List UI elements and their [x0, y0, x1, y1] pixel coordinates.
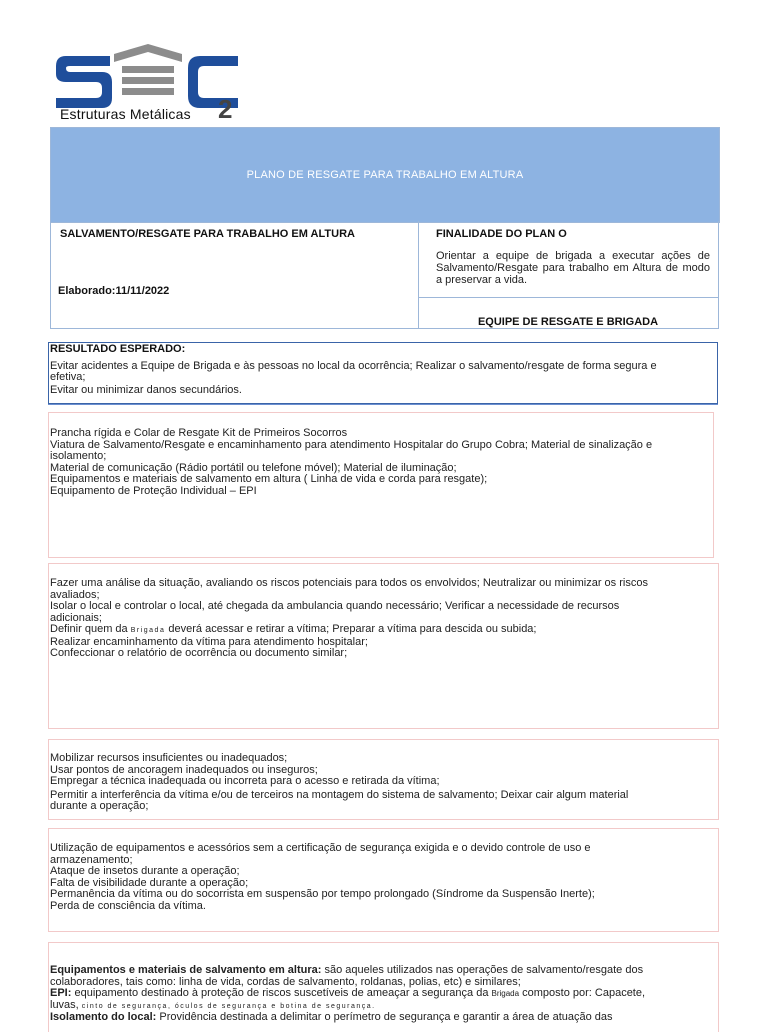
logo-text: Estruturas Metálicas [60, 106, 191, 122]
procedures-list [50, 578, 648, 660]
list-item: Falta de visibilidade durante a operação; [50, 876, 249, 889]
definition-item [50, 965, 645, 977]
resultado-line: efetiva; [50, 371, 86, 383]
list-item: Permitir a interferência da vítima e/ou de terceiros na montagem do sistema de salvamento; Deixar cair algum material [50, 788, 629, 801]
list-item: Prancha rígida e Colar de Resgate Kit de Primeiros Socorros [50, 427, 348, 439]
logo-suffix: 2 [218, 94, 233, 124]
definition-text: Brigada [491, 989, 520, 998]
definition-item [50, 988, 645, 1000]
errors-list [50, 753, 628, 813]
definition-term: Isolamento do local: [50, 1011, 157, 1023]
definition-text: luvas, [50, 998, 82, 1011]
definition-text: equipamento destinado à proteção de riscos suscetíveis de ameaçar a segurança da [71, 987, 492, 999]
equipe-heading: EQUIPE DE RESGATE E BRIGADA [477, 316, 659, 328]
list-item: avaliados; [50, 588, 100, 601]
materials-box [48, 412, 714, 558]
list-item: armazenamento; [50, 853, 133, 866]
list-item: Fazer uma análise da situação, avaliando os riscos potenciais para todos os envolvidos; Neutralizar ou minimizar os riscos [50, 577, 648, 589]
resultado-box [48, 342, 718, 404]
list-item: Material de comunicação (Rádio portátil ou telefone móvel); Material de iluminação; [50, 461, 457, 474]
definition-item [50, 1012, 645, 1024]
list-item: Viatura de Salvamento/Resgate e encaminhamento para atendimento Hospitalar do Grupo Cobra; Material de sinalização e [50, 438, 653, 451]
finalidade-heading: FINALIDADE DO PLAN O [436, 228, 567, 240]
definitions-list [50, 965, 645, 1024]
text-segment: deverá acessar e retirar a vítima; Preparar a vítima para descida ou subida; [165, 623, 537, 635]
text-segment: Definir quem da [50, 623, 131, 635]
definition-text: são aqueles utilizados nas operações de salvamento/resgate dos [321, 964, 644, 976]
list-item: isolamento; [50, 450, 107, 462]
equipe-cell [418, 298, 719, 329]
resultado-line: Evitar acidentes a Equipe de Brigada e às pessoas no local da ocorrência; Realizar o salvamento/resgate de forma segura e [50, 360, 657, 372]
company-logo [52, 42, 242, 126]
definition-item: colaboradores, tais como: linha de vida, cordas de salvamento, roldanas, polias, etc) e similares; [50, 975, 521, 988]
procedures-box [48, 563, 719, 729]
errors-box [48, 739, 719, 820]
list-item: Permanência da vítima ou do socorrista em suspensão por tempo prolongado (Síndrome da Suspensão Inerte); [50, 888, 595, 900]
definition-text: cinto de segurança, óculos de segurança e botina de segurança. [81, 1002, 376, 1010]
elaborado-date: Elaborado:11/11/2022 [58, 285, 170, 297]
list-item: Equipamentos e materiais de salvamento em altura ( Linha de vida e corda para resgate); [50, 473, 488, 485]
list-item: adicionais; [50, 611, 102, 624]
info-cell-left [50, 221, 419, 329]
list-item: Usar pontos de ancoragem inadequados ou inseguros; [50, 763, 318, 776]
definition-text: composto por: Capacete, [519, 987, 646, 999]
list-item: Equipamento de Proteção Individual – EPI [50, 484, 257, 497]
text-segment: Brigada [130, 627, 166, 634]
list-item: Ataque de insetos durante a operação; [50, 865, 240, 877]
list-item: durante a operação; [50, 800, 149, 812]
list-item: Utilização de equipamentos e acessórios sem a certificação de segurança exigida e o devido controle de uso e [50, 842, 591, 854]
finalidade-text: Orientar a equipe de brigada a executar ações de Salvamento/Resgate para trabalho em Altura de modo a preservar a vida. [436, 250, 710, 286]
list-item: Empregar a técnica inadequada ou incorreta para o acesso e retirada da vítima; [50, 775, 440, 787]
salvamento-heading: SALVAMENTO/RESGATE PARA TRABALHO EM ALTURA [60, 228, 355, 240]
definition-term: EPI: [50, 987, 72, 999]
definition-term: Equipamentos e materiais de salvamento em altura: [50, 964, 322, 976]
list-item [50, 624, 648, 637]
risks-list [50, 843, 595, 912]
list-item: Isolar o local e controlar o local, até chegada da ambulancia quando necessário; Verificar a necessidade de recursos [50, 600, 620, 612]
list-item: Mobilizar recursos insuficientes ou inadequados; [50, 752, 288, 764]
definition-text: Providência destinada a delimitar o perímetro de segurança e garantir a área de atuação das [156, 1011, 613, 1023]
list-item: Realizar encaminhamento da vítima para atendimento hospitalar; [50, 635, 368, 648]
resultado-line: Evitar ou minimizar danos secundários. [50, 384, 242, 396]
finalidade-cell [418, 221, 719, 298]
materials-list [50, 428, 652, 497]
header-banner [50, 127, 720, 223]
risks-box [48, 828, 719, 932]
list-item: Perda de consciência da vítima. [50, 899, 206, 912]
resultado-heading: RESULTADO ESPERADO: [50, 343, 186, 355]
definitions-box [48, 942, 719, 1032]
list-item: Confeccionar o relatório de ocorrência ou documento similar; [50, 647, 348, 659]
page-title: PLANO DE RESGATE PARA TRABALHO EM ALTURA [246, 169, 524, 181]
